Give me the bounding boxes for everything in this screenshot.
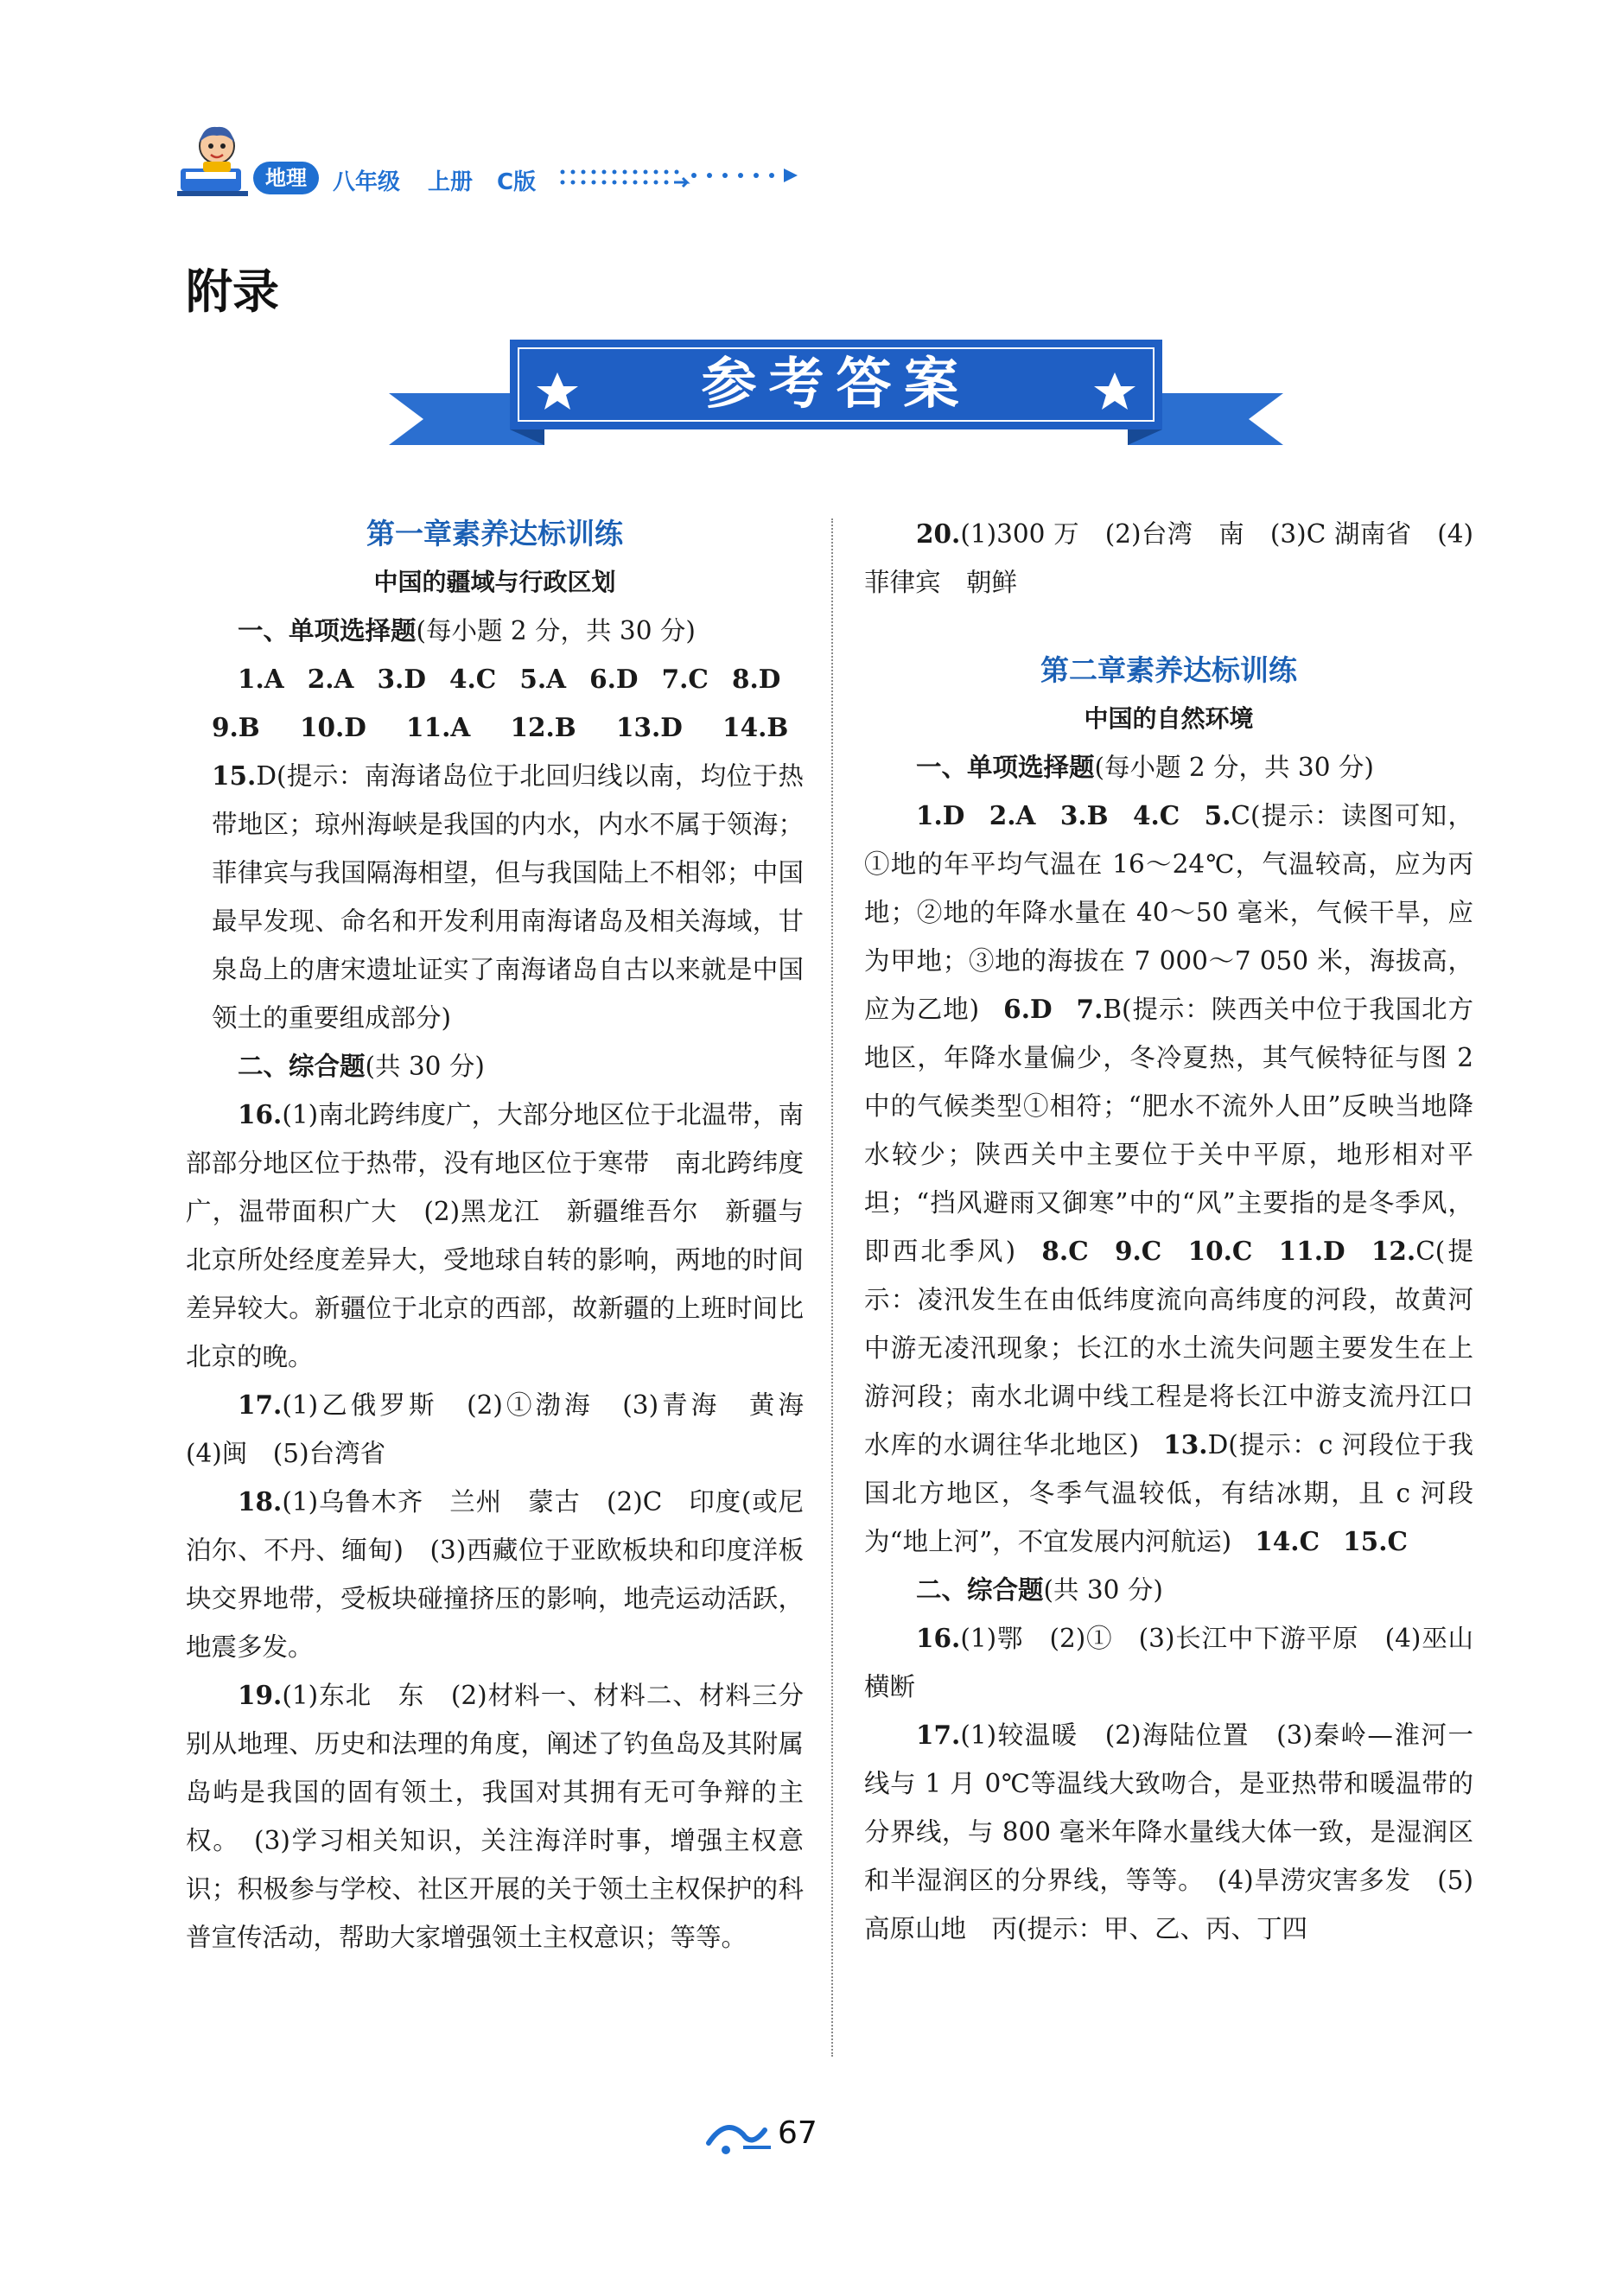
chapter1-title: 第一章素养达标训练 (366, 517, 623, 550)
chapter1-mc-row2: 9.B 10.D 11.A 12.B 13.D 14.B 15.D(提示：南海诸岛位于北回归线以南，均位于热带地区；琼州海峡是我国的内水，内水不属于领海；菲律宾与我国隔海相望，但与我国陆上不相邻；中国最早发现、命名和开发利用南海诸岛及相关海域，甘泉岛上的唐宋遗址证实了南海诸岛自古以来就是中国领土的重要组成部分) (212, 712, 804, 1033)
chapter1-subtitle: 中国的疆域与行政区划 (373, 568, 616, 596)
mascot-icon (177, 117, 257, 203)
appendix-heading: 附录 (186, 264, 279, 319)
chapter2-group2-heading: 二、综合题(共 30 分) (916, 1575, 1163, 1605)
chapter2-group1-heading: 一、单项选择题(每小题 2 分，共 30 分) (916, 753, 1374, 782)
volume-label: 上册 (428, 169, 474, 195)
page-number: 67 (778, 2115, 817, 2151)
chapter2-q16: 16.(1)鄂 (2)① (3)长江中下游平原 (4)巫山 横断 (864, 1623, 1499, 1701)
chapter1-mc-row1: 1.A 2.A 3.D 4.C 5.A 6.D 7.C 8.D (238, 664, 781, 694)
chapter2-q17: 17.(1)较温暖 (2)海陆位置 (3)秦岭—淮河一线与 1 月 0℃等温线大致吻合，是亚热带和暖温带的分界线，与 800 毫米年降水量线大体一致，是湿润区和半湿润区的分界线，等等。 (4)旱涝灾害多发 (5)高原山地 丙(提示：甲、乙、丙、丁四 (864, 1720, 1473, 1943)
chapter1-q18: 18.(1)乌鲁木齐 兰州 蒙古 (2)C 印度(或尼泊尔、不丹、缅甸) (3)西藏位于亚欧板块和印度洋板块交界地带，受板块碰撞挤压的影响，地壳运动活跃，地震多发。 (186, 1486, 804, 1662)
column-divider (831, 518, 833, 2057)
subject-badge: 地理 (253, 162, 319, 194)
chapter2-title: 第二章素养达标训练 (1040, 653, 1297, 687)
left-column (186, 510, 830, 1962)
chapter1-group2-heading: 二、综合题(共 30 分) (238, 1052, 485, 1081)
chapter2-subtitle: 中国的自然环境 (1084, 704, 1254, 733)
running-header (177, 117, 886, 203)
right-column (864, 510, 1499, 1953)
answer-key-banner (389, 333, 1283, 462)
chapter1-group1-heading: 一、单项选择题(每小题 2 分，共 30 分) (238, 616, 696, 646)
chapter1-q17: 17.(1)乙俄罗斯 (2)①渤海 (3)青海 黄海 (4)闽 (5)台湾省 (186, 1390, 830, 1468)
chapter1-q16: 16.(1)南北跨纬度广，大部分地区位于北温带，南部部分地区位于热带，没有地区位于寒带 南北跨纬度广，温带面积广大 (2)黑龙江 新疆维吾尔 新疆与北京所处经度差异大，受地球自转的影响，两地的时间差异较大。新疆位于北京的西部，故新疆的上班时间比北京的晚。 (186, 1099, 804, 1371)
chapter1-q20: 20.(1)300 万 (2)台湾 南 (3)C 湖南省 (4)菲律宾 朝鲜 (864, 518, 1473, 597)
chapter2-mc-block: 1.D 2.A 3.B 4.C 5.C(提示：读图可知，①地的年平均气温在 16～24℃，气温较高，应为丙地；②地的年降水量在 40～50 毫米，气候干旱，应为甲地；③地的海拔在 7 000～7 050 米，海拔高，应为乙地) 6.D 7.B(提示：陕西关中位于我国北方地区，年降水量偏少，冬冷夏热，其气候特征与图 2 中的气候类型①相符；“肥水不流外人田”反映当地降水较少；陕西关中主要位于关中平原，地形相对平坦；“挡风避雨又御寒”中的“风”主要指的是冬季风，即西北季风) 8.C 9.C 10.C 11.D 12.C(提示：凌汛发生在由低纬度流向高纬度的河段，故黄河中游无凌汛现象；长江的水土流失问题主要发生在上游河段；南水北调中线工程是将长江中游支流丹江口水库的水调往华北地区) 13.D(提示：c 河段位于我国北方地区，冬季气温较低，有结冰期，且 c 河段为“地上河”，不宜发展内河航运) 14.C 15.C (864, 800, 1474, 1556)
chapter1-q19: 19.(1)东北 东 (2)材料一、材料二、材料三分别从地理、历史和法理的角度，阐述了钓鱼岛及其附属岛屿是我国的固有领土，我国对其拥有无可争辩的主权。 (3)学习相关知识，关注海洋时事，增强主权意识；积极参与学校、社区开展的关于领土主权保护的科普宣传活动，帮助大家增强领土主权意识；等等。 (186, 1680, 804, 1952)
dotted-arrow-icon (557, 160, 955, 194)
banner-title: 参考答案 (701, 353, 971, 417)
grade-label: 八年级 (333, 169, 401, 195)
edition-label: C版 (497, 169, 537, 195)
